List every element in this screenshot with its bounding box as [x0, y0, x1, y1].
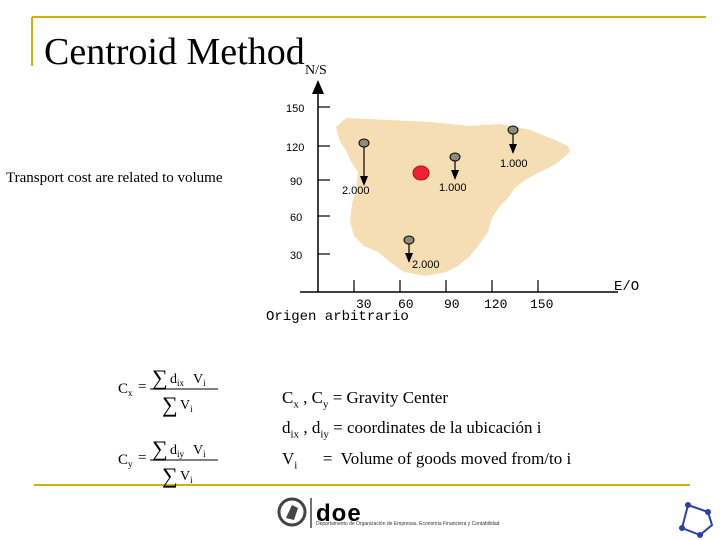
point-label: 2.000	[412, 259, 440, 271]
y-tick-labels	[286, 103, 304, 262]
x-tick-label: 120	[484, 297, 508, 312]
svg-text:diy: $d_{iy}$	[170, 443, 185, 459]
svg-text:=: =	[138, 450, 147, 466]
pin-head-icon	[450, 153, 460, 161]
logo-wordmark: doe	[316, 500, 362, 527]
svg-text:∑: ∑	[162, 392, 178, 417]
y-tick-label: 120	[286, 142, 305, 154]
side-note: Transport cost are related to volume	[6, 170, 223, 186]
slide-title: Centroid Method	[44, 31, 305, 73]
y-tick-label: 60	[290, 212, 303, 224]
y-ticks	[318, 107, 330, 254]
svg-text:Vi: $V_i$	[193, 443, 206, 459]
point-label: 1.000	[500, 158, 528, 170]
centroid-marker	[413, 166, 429, 180]
svg-text:Cy: $C_y$	[118, 452, 133, 469]
x-ticks	[354, 280, 538, 292]
y-tick-label: 30	[290, 250, 303, 262]
dot-icon	[685, 502, 691, 508]
svg-text:∑: ∑	[152, 365, 168, 390]
pin-head-icon	[508, 126, 518, 134]
svg-text:Vi: $V_i$	[180, 398, 193, 414]
origin-label: Origen arbitrario	[266, 309, 409, 325]
x-tick-label: 30	[356, 297, 372, 312]
dot-icon	[697, 532, 703, 538]
svg-text:Vi: $V_i$	[180, 469, 193, 485]
y-tick-label: 150	[286, 103, 305, 115]
dot-icon	[679, 525, 685, 531]
svg-text:∑: ∑	[152, 436, 168, 461]
svg-text:Vi: $V_i$	[193, 372, 206, 388]
x-tick-label: 90	[444, 297, 460, 312]
formula-legend	[282, 386, 571, 477]
corner-decoration	[679, 502, 712, 538]
x-tick-label: 60	[398, 297, 414, 312]
formula-cx	[118, 365, 218, 417]
y-axis-arrow-icon	[312, 80, 324, 94]
footer-caption: Departamento de Organización de Empresas, Economía Financiera y Contabilidad	[316, 521, 500, 527]
legend-line-1: $C_x$ , $C_y$ = Gravity Center	[282, 388, 449, 411]
svg-text:=: =	[138, 379, 147, 395]
y-axis-label: N/S	[305, 63, 327, 78]
x-tick-label: 150	[530, 297, 554, 312]
point-label: 2.000	[342, 185, 370, 197]
svg-text:Cx: $C_x$	[118, 381, 133, 398]
legend-line-2: $d_{ix}$ , $d_{iy}$ = coordinates de la ubicación i	[282, 418, 542, 441]
x-axis-label: E/O	[614, 279, 640, 295]
footer-logo	[279, 498, 500, 528]
formula-cy	[118, 436, 218, 488]
svg-text:dix: $d_{ix}$	[170, 372, 185, 388]
legend-line-3: $V_i$ = Volume of goods moved from/to i	[282, 448, 572, 472]
spain-map	[336, 118, 570, 276]
point-label: 1.000	[439, 182, 467, 194]
svg-text:∑: ∑	[162, 463, 178, 488]
dot-icon	[705, 509, 711, 515]
y-tick-label: 90	[290, 176, 303, 188]
pin-head-icon	[359, 139, 369, 147]
pin-head-icon	[404, 236, 414, 244]
